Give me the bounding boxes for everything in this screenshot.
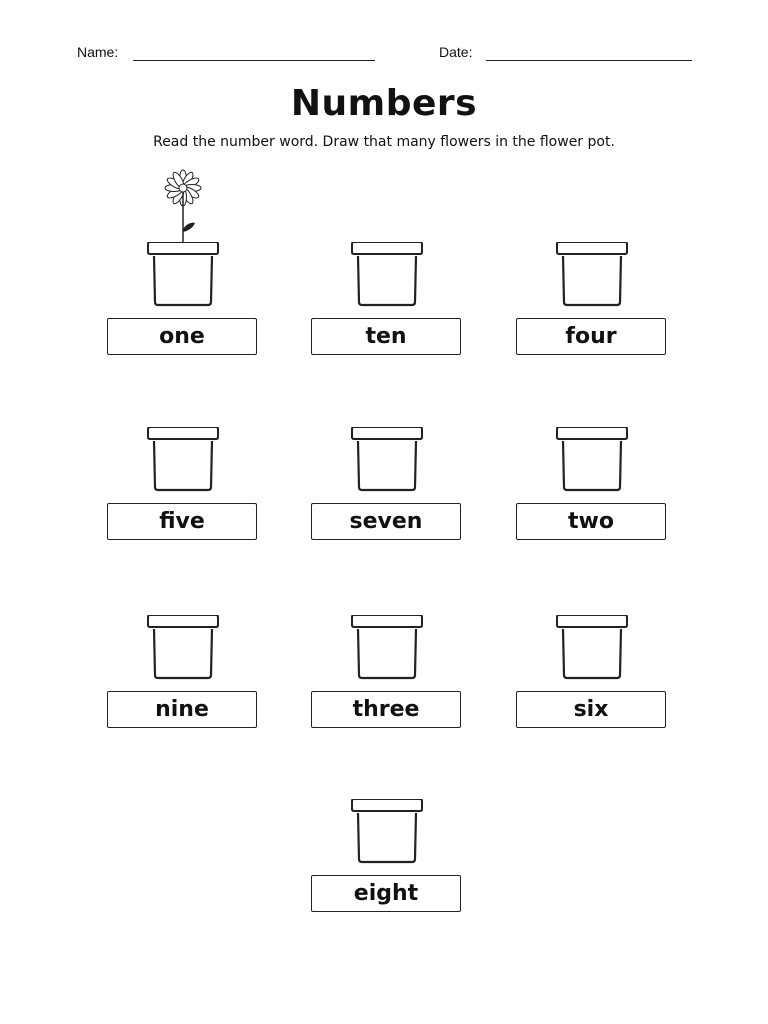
flower-pot-icon[interactable] — [554, 427, 630, 497]
flower-pot-icon[interactable] — [554, 615, 630, 685]
flower-pot-icon[interactable] — [554, 242, 630, 312]
number-word-label: two — [516, 503, 666, 540]
flower-pot-icon[interactable] — [145, 615, 221, 685]
name-label: Name: — [77, 44, 119, 60]
number-word-label: ten — [311, 318, 461, 355]
flower-pot-icon[interactable] — [349, 615, 425, 685]
instructions: Read the number word. Draw that many flowers in the flower pot. — [153, 134, 615, 150]
date-line[interactable] — [486, 60, 692, 61]
date-label: Date: — [439, 44, 473, 60]
number-word-label: nine — [107, 691, 257, 728]
flower-pot-icon[interactable] — [349, 427, 425, 497]
number-word-label: seven — [311, 503, 461, 540]
number-word-label: five — [107, 503, 257, 540]
flower-icon — [155, 167, 211, 247]
page-title: Numbers — [290, 83, 478, 124]
flower-pot-icon[interactable] — [349, 242, 425, 312]
name-line[interactable] — [133, 60, 375, 61]
flower-pot-icon[interactable] — [145, 427, 221, 497]
number-word-label: four — [516, 318, 666, 355]
number-word-label: six — [516, 691, 666, 728]
number-word-label: eight — [311, 875, 461, 912]
number-word-label: one — [107, 318, 257, 355]
flower-pot-icon[interactable] — [145, 242, 221, 312]
number-word-label: three — [311, 691, 461, 728]
name-field[interactable] — [77, 44, 118, 60]
date-field[interactable] — [439, 44, 472, 60]
flower-pot-icon[interactable] — [349, 799, 425, 869]
